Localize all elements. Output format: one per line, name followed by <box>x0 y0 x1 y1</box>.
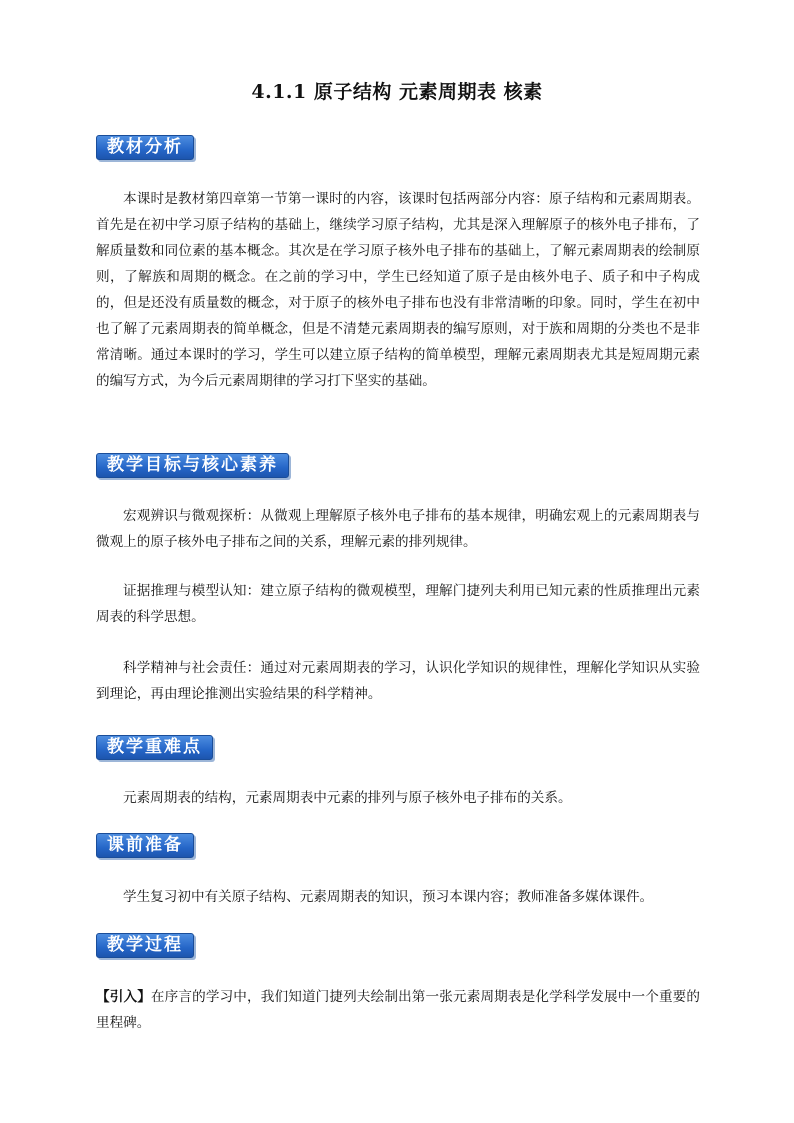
lead-tag: 【引入】 <box>96 989 151 1005</box>
objective-item-3: 科学精神与社会责任：通过对元素周期表的学习，认识化学知识的规律性，理解化学知识从实验到理论，再由理论推测出实验结果的科学精神。 <box>96 660 700 702</box>
analysis-paragraph: 本课时是教材第四章第一节第一课时的内容，该课时包括两部分内容：原子结构和元素周期表。首先是在初中学习原子结构的基础上，继续学习原子结构，尤其是深入理解原子的核外电子排布，了解质量数和同位素的基本概念。其次是在学习原子核外电子排布的基础上，了解元素周期表的绘制原则，了解族和周期的概念。在之前的学习中，学生已经知道了原子是由核外电子、质子和中子构成的，但是还没有质量数的概念，对于原子的核外电子排布也没有非常清晰的印象。同时，学生在初中也了解了元素周期表的简单概念，但是不清楚元素周期表的编写原则，对于族和周期的分类也不是非常清晰。通过本课时的学习，学生可以建立原子结构的简单模型，理解元素周期表尤其是短周期元素的编写方式，为今后元素周期律的学习打下坚实的基础。 <box>96 191 700 389</box>
process-paragraph <box>96 984 700 1036</box>
section-heading-key-points: 教学重难点 <box>96 735 213 760</box>
objective-item-2: 证据推理与模型认知：建立原子结构的微观模型，理解门捷列夫利用已知元素的性质推理出元素周表的科学思想。 <box>96 583 700 625</box>
objective-item-1: 宏观辨识与微观探析：从微观上理解原子核外电子排布的基本规律，明确宏观上的元素周期表与微观上的原子核外电子排布之间的关系，理解元素的排列规律。 <box>96 508 700 550</box>
section-heading-process: 教学过程 <box>96 933 194 958</box>
page-title: 4.1.1 原子结构 元素周期表 核素 <box>251 81 543 103</box>
key-points-paragraph: 元素周期表的结构，元素周期表中元素的排列与原子核外电子排布的关系。 <box>123 790 572 806</box>
preparation-paragraph: 学生复习初中有关原子结构、元素周期表的知识，预习本课内容；教师准备多媒体课件。 <box>123 889 654 905</box>
section-heading-preparation: 课前准备 <box>96 833 194 858</box>
section-heading-objectives: 教学目标与核心素养 <box>96 453 289 478</box>
section-heading-analysis: 教材分析 <box>96 135 194 160</box>
process-text: 在序言的学习中，我们知道门捷列夫绘制出第一张元素周期表是化学科学发展中一个重要的里程碑。 <box>96 989 700 1031</box>
